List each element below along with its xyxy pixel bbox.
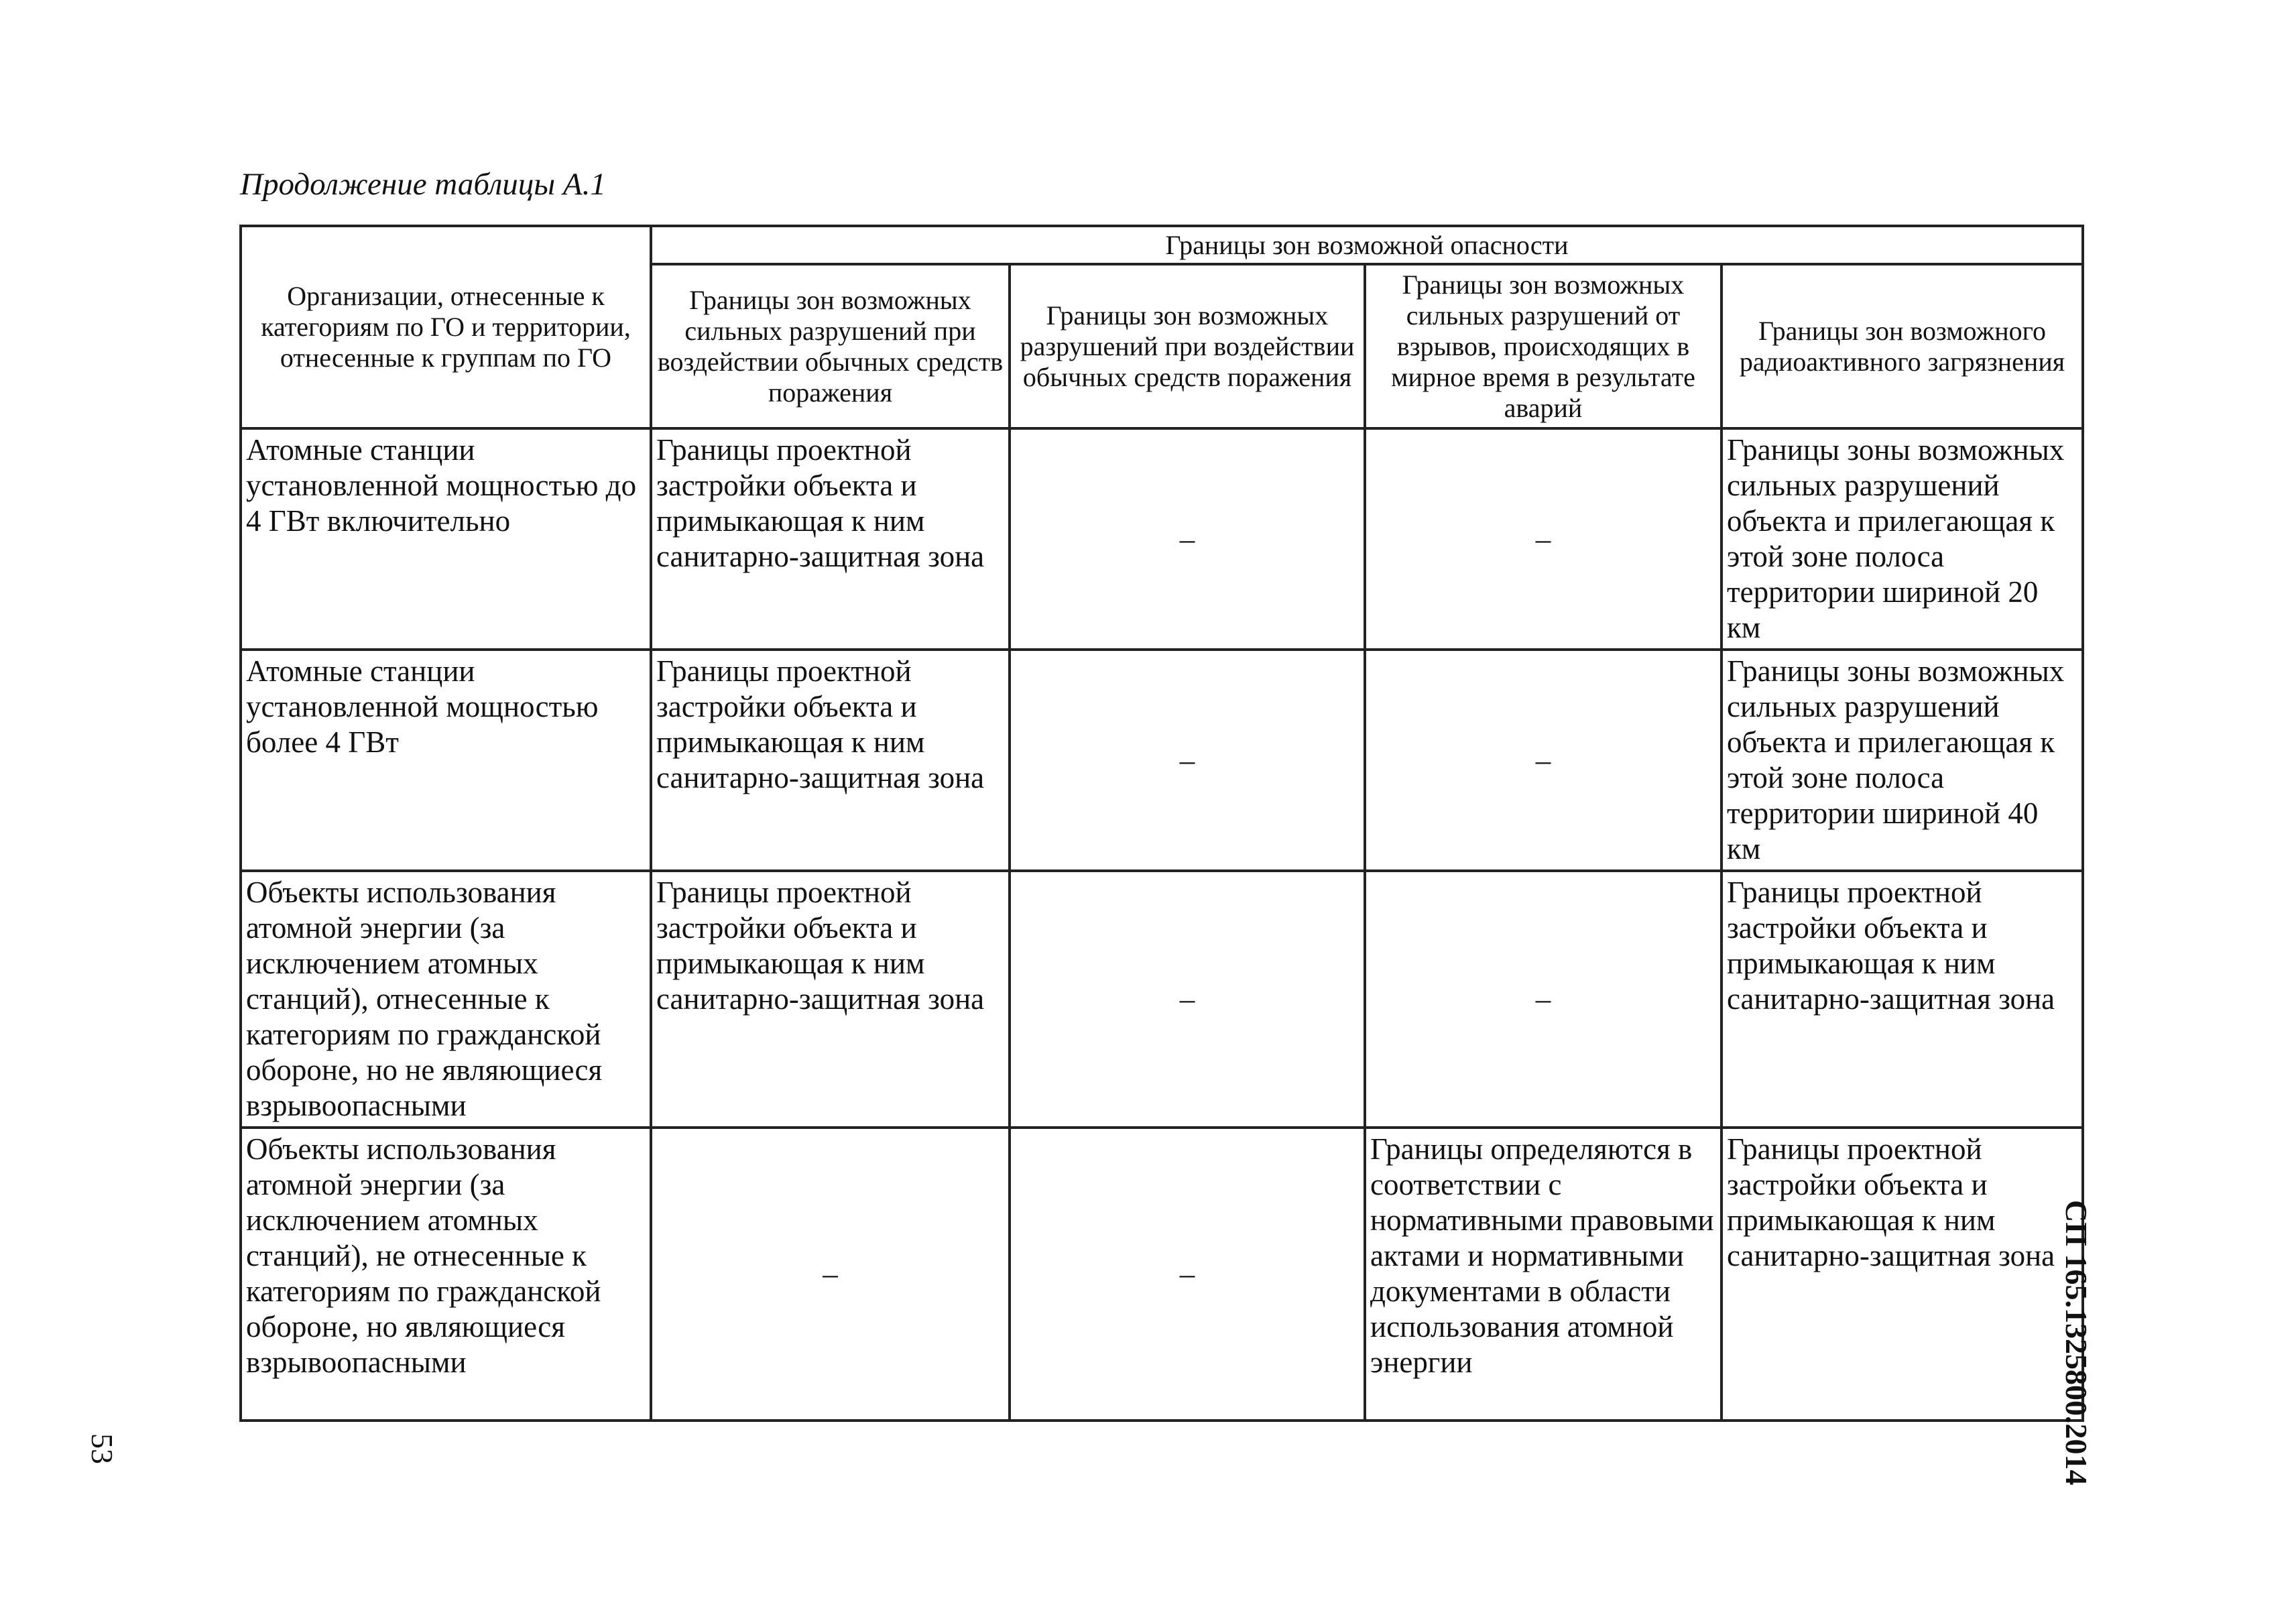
row-cell: – xyxy=(1365,428,1721,650)
zones-table xyxy=(239,225,2084,1422)
row-organization: Атомные станции установленной мощностью более 4 ГВт xyxy=(241,650,651,871)
row-cell: Границы проектной застройки объекта и примыкающая к ним санитарно-защитная зона xyxy=(651,871,1010,1128)
row-organization: Атомные станции установленной мощностью до 4 ГВт включительно xyxy=(241,428,651,650)
row-cell: Границы проектной застройки объекта и примыкающая к ним санитарно-защитная зона xyxy=(1721,871,2083,1128)
row-organization: Объекты использования атомной энергии (за исключением атомных станций), отнесенные к категориям по гражданской обороне, но не являющиеся взрывоопасными xyxy=(241,871,651,1128)
document-code: СП 165.1325800.2014 xyxy=(2059,1200,2094,1486)
page-number: 53 xyxy=(85,1433,119,1464)
row-cell: Границы проектной застройки объекта и примыкающая к ним санитарно-защитная зона xyxy=(1721,1128,2083,1421)
row-cell: Границы проектной застройки объекта и примыкающая к ним санитарно-защитная зона xyxy=(651,650,1010,871)
table-row xyxy=(241,871,2083,1128)
header-strong-destruction-explosions: Границы зон возможных сильных разрушений от взрывов, происходящих в мирное время в результате аварий xyxy=(1365,264,1721,428)
row-cell: Границы проектной застройки объекта и примыкающая к ним санитарно-защитная зона xyxy=(651,428,1010,650)
row-cell: – xyxy=(1010,650,1365,871)
row-cell: – xyxy=(1010,871,1365,1128)
row-cell: – xyxy=(651,1128,1010,1421)
row-cell: – xyxy=(1010,428,1365,650)
row-cell: – xyxy=(1365,871,1721,1128)
row-organization: Объекты использования атомной энергии (за исключением атомных станций), не отнесенные к категориям по гражданской обороне, но являющиеся взрывоопасными xyxy=(241,1128,651,1421)
row-cell: – xyxy=(1010,1128,1365,1421)
table-row xyxy=(241,1128,2083,1421)
header-zone-group: Границы зон возможной опасности xyxy=(651,226,2083,264)
table-row xyxy=(241,428,2083,650)
table-caption: Продолжение таблицы А.1 xyxy=(240,167,606,202)
header-strong-destruction-conventional: Границы зон возможных сильных разрушений при воздействии обычных средств поражения xyxy=(651,264,1010,428)
table-row xyxy=(241,650,2083,871)
row-cell: – xyxy=(1365,650,1721,871)
header-radioactive-contamination: Границы зон возможного радиоактивного загрязнения xyxy=(1721,264,2083,428)
row-cell: Границы зоны возможных сильных разрушений объекта и прилегающая к этой зоне полоса территории шириной 40 км xyxy=(1721,650,2083,871)
header-destruction-conventional: Границы зон возможных разрушений при воздействии обычных средств поражения xyxy=(1010,264,1365,428)
header-organizations: Организации, отнесенные к категориям по ГО и территории, отнесенные к группам по ГО xyxy=(241,226,651,428)
row-cell: Границы зоны возможных сильных разрушений объекта и прилегающая к этой зоне полоса территории шириной 20 км xyxy=(1721,428,2083,650)
row-cell: Границы определяются в соответствии с нормативными правовыми актами и нормативными документами в области использования атомной энергии xyxy=(1365,1128,1721,1421)
